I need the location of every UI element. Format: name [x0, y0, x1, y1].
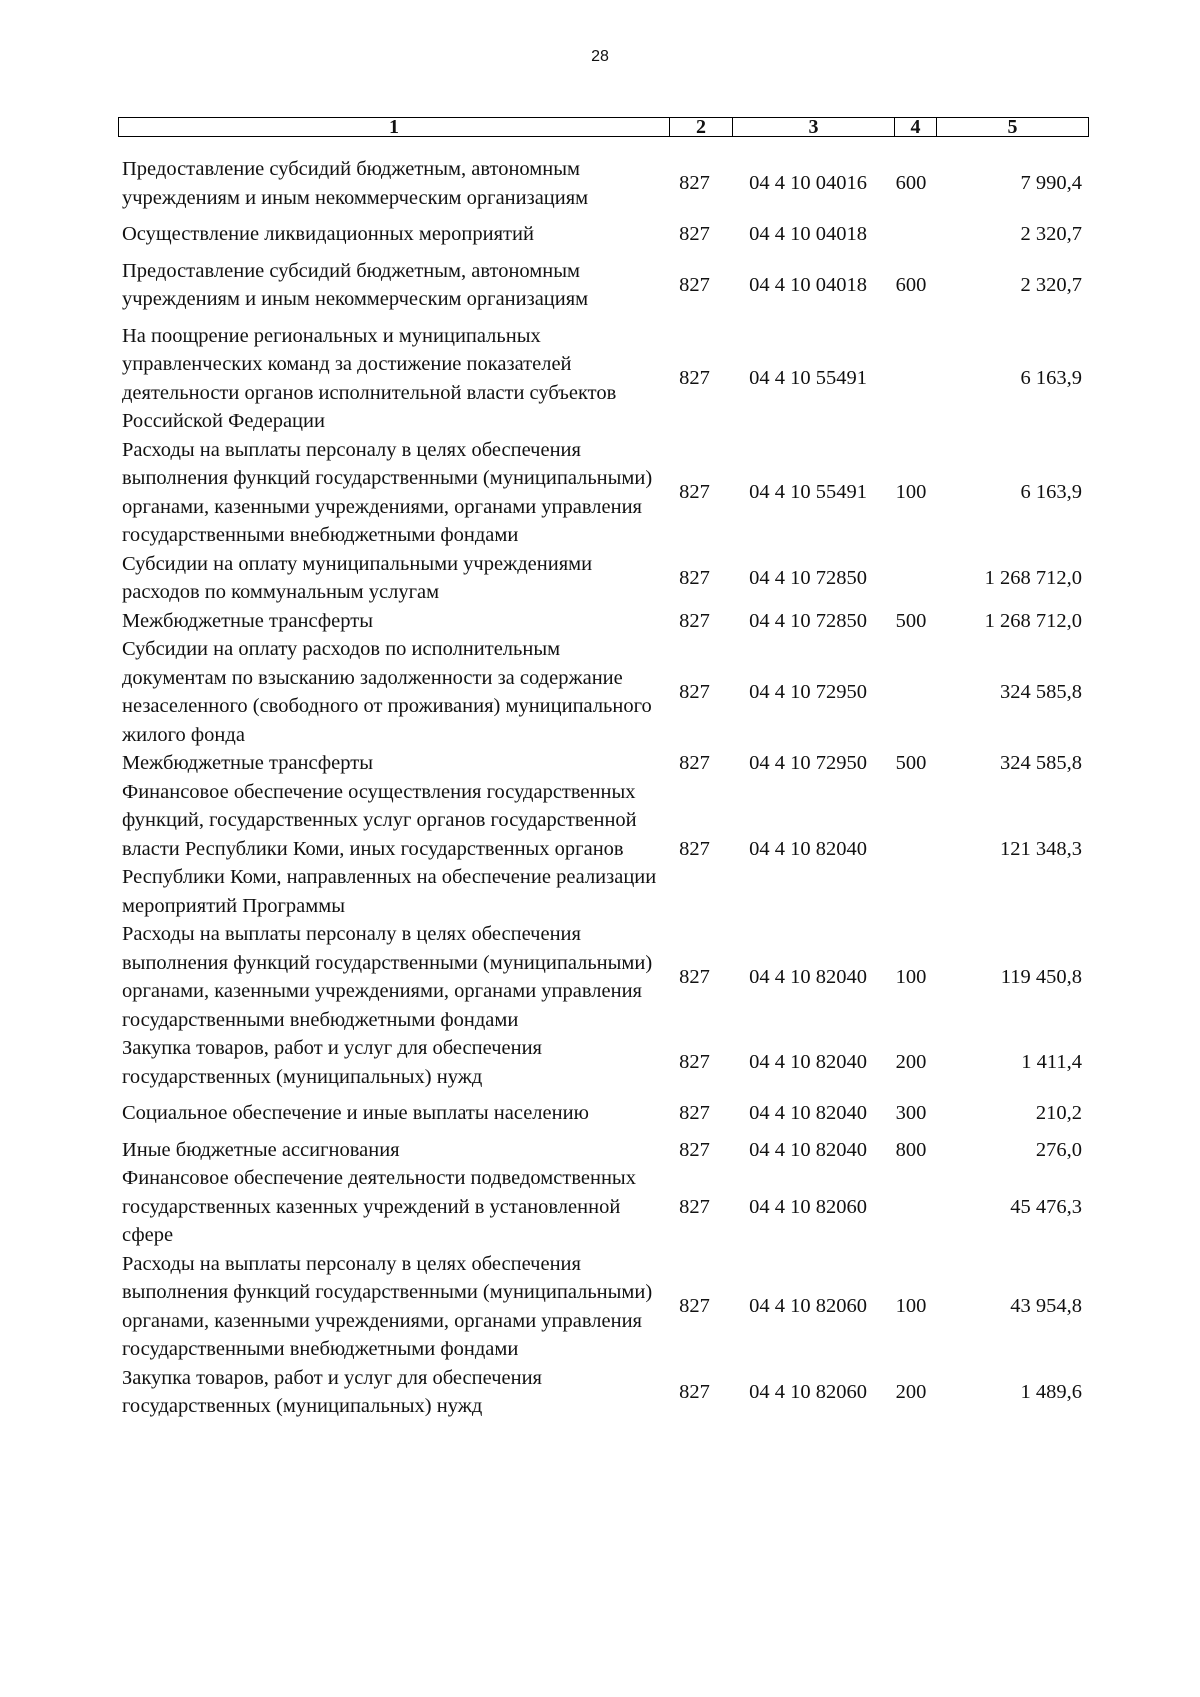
table-row	[118, 1099, 1088, 1128]
expense-type-code: 100	[895, 481, 927, 504]
expense-type-code: 200	[895, 1051, 927, 1074]
ministry-code: 827	[679, 752, 710, 774]
budget-table-body	[118, 155, 1088, 1421]
row-name: Межбюджетные трансферты	[122, 752, 373, 774]
row-name: Расходы на выплаты персоналу в целях обеспечения выполнения функций государственными (муниципальными) органами, казенными учреждениями, органами управления государственными внебюджетными фондами	[122, 438, 653, 546]
column-header-4: 4	[895, 118, 937, 137]
target-article-code: 04 4 10 72950	[749, 680, 867, 703]
row-name: Расходы на выплаты персоналу в целях обеспечения выполнения функций государственными (муниципальными) органами, казенными учреждениями, органами управления государственными внебюджетными фондами	[122, 923, 653, 1031]
row-name: Закупка товаров, работ и услуг для обеспечения государственных (муниципальных) нужд	[122, 1366, 542, 1417]
column-header-1: 1	[119, 118, 670, 137]
expense-type-code: 100	[895, 1295, 927, 1318]
row-name: Финансовое обеспечение деятельности подведомственных государственных казенных учреждений в установленной сфере	[122, 1167, 636, 1246]
expense-type-code: 100	[895, 965, 927, 988]
ministry-code: 827	[679, 223, 710, 245]
row-name: Предоставление субсидий бюджетным, автономным учреждениям и иным некоммерческим организациям	[122, 259, 589, 310]
expense-type-code: 600	[895, 172, 927, 195]
ministry-code: 827	[679, 609, 710, 632]
expense-type-code: 200	[895, 1380, 927, 1403]
table-row	[118, 220, 1088, 249]
table-row	[118, 550, 1088, 607]
page-number: 28	[591, 48, 609, 65]
amount: 2 320,7	[1020, 273, 1082, 296]
ministry-code: 827	[679, 273, 710, 296]
target-article-code: 04 4 10 82040	[749, 837, 867, 860]
amount: 1 268 712,0	[984, 609, 1082, 632]
amount: 2 320,7	[1020, 223, 1082, 245]
column-header-2: 2	[670, 118, 733, 137]
row-name: Межбюджетные трансферты	[122, 609, 373, 632]
table-row	[118, 607, 1088, 636]
expense-type-code: 800	[895, 1138, 927, 1161]
row-name: Предоставление субсидий бюджетным, автономным учреждениям и иным некоммерческим организациям	[122, 158, 589, 209]
row-spacer	[118, 314, 1088, 322]
expense-type-code: 600	[895, 273, 927, 296]
table-row	[118, 1250, 1088, 1364]
ministry-code: 827	[679, 680, 710, 703]
target-article-code: 04 4 10 04016	[749, 172, 867, 195]
ministry-code: 827	[679, 1380, 710, 1403]
amount: 121 348,3	[1000, 837, 1082, 860]
target-article-code: 04 4 10 04018	[749, 223, 867, 245]
ministry-code: 827	[679, 965, 710, 988]
target-article-code: 04 4 10 82040	[749, 1138, 867, 1161]
target-article-code: 04 4 10 82040	[749, 965, 867, 988]
row-name: На поощрение региональных и муниципальных управленческих команд за достижение показателей деятельности органов исполнительной власти субъектов Российской Федерации	[122, 324, 617, 432]
row-spacer	[118, 1128, 1088, 1136]
ministry-code: 827	[679, 1102, 710, 1124]
table-row	[118, 1364, 1088, 1421]
ministry-code: 827	[679, 367, 710, 390]
table-row	[118, 1034, 1088, 1091]
target-article-code: 04 4 10 82040	[749, 1051, 867, 1074]
amount: 324 585,8	[1000, 752, 1082, 774]
expense-type-code: 500	[895, 752, 927, 774]
amount: 43 954,8	[1010, 1295, 1082, 1318]
expense-type-code: 500	[895, 609, 927, 632]
table-row	[118, 1136, 1088, 1165]
amount: 7 990,4	[1020, 172, 1082, 195]
ministry-code: 827	[679, 481, 710, 504]
target-article-code: 04 4 10 04018	[749, 273, 867, 296]
ministry-code: 827	[679, 1138, 710, 1161]
amount: 324 585,8	[1000, 680, 1082, 703]
amount: 6 163,9	[1020, 367, 1082, 390]
table-row	[118, 257, 1088, 314]
row-name: Осуществление ликвидационных мероприятий	[122, 223, 534, 245]
target-article-code: 04 4 10 82060	[749, 1380, 867, 1403]
column-header-row	[119, 118, 1089, 137]
row-name: Расходы на выплаты персоналу в целях обеспечения выполнения функций государственными (муниципальными) органами, казенными учреждениями, органами управления государственными внебюджетными фондами	[122, 1252, 653, 1360]
row-spacer	[118, 212, 1088, 220]
column-header-3: 3	[733, 118, 895, 137]
amount: 1 489,6	[1020, 1380, 1082, 1403]
table-row	[118, 1164, 1088, 1250]
amount: 45 476,3	[1010, 1195, 1082, 1218]
row-name: Иные бюджетные ассигнования	[122, 1138, 400, 1161]
row-name: Закупка товаров, работ и услуг для обеспечения государственных (муниципальных) нужд	[122, 1037, 542, 1088]
row-name: Финансовое обеспечение осуществления государственных функций, государственных услуг органов государственной власти Республики Коми, иных государственных органов Республики Коми, направленных на обеспечение реализации мероприятий Программы	[122, 780, 657, 917]
amount: 1 411,4	[1021, 1051, 1082, 1074]
target-article-code: 04 4 10 82040	[749, 1102, 867, 1124]
amount: 276,0	[1035, 1138, 1082, 1161]
ministry-code: 827	[679, 1295, 710, 1318]
expense-type-code: 300	[895, 1102, 927, 1124]
target-article-code: 04 4 10 55491	[749, 367, 867, 390]
ministry-code: 827	[679, 172, 710, 195]
target-article-code: 04 4 10 72950	[749, 752, 867, 774]
target-article-code: 04 4 10 82060	[749, 1295, 867, 1318]
table-row	[118, 436, 1088, 550]
table-row	[118, 749, 1088, 778]
ministry-code: 827	[679, 837, 710, 860]
target-article-code: 04 4 10 55491	[749, 481, 867, 504]
target-article-code: 04 4 10 72850	[749, 609, 867, 632]
row-name: Субсидии на оплату муниципальными учреждениями расходов по коммунальным услугам	[122, 552, 593, 603]
table-row	[118, 155, 1088, 212]
amount: 1 268 712,0	[984, 566, 1082, 589]
table-row	[118, 920, 1088, 1034]
table-row	[118, 322, 1088, 436]
amount: 210,2	[1035, 1102, 1082, 1124]
table-row	[118, 778, 1088, 921]
table-row	[118, 635, 1088, 749]
ministry-code: 827	[679, 566, 710, 589]
row-spacer	[118, 1091, 1088, 1099]
row-spacer	[118, 249, 1088, 257]
target-article-code: 04 4 10 82060	[749, 1195, 867, 1218]
amount: 119 450,8	[1000, 965, 1082, 988]
row-name: Социальное обеспечение и иные выплаты населению	[122, 1102, 589, 1124]
column-header-table	[118, 117, 1089, 137]
amount: 6 163,9	[1020, 481, 1082, 504]
column-header-5: 5	[937, 118, 1089, 137]
ministry-code: 827	[679, 1051, 710, 1074]
row-name: Субсидии на оплату расходов по исполнительным документам по взысканию задолженности за содержание незаселенного (свободного от проживания) муниципального жилого фонда	[122, 638, 652, 746]
target-article-code: 04 4 10 72850	[749, 566, 867, 589]
ministry-code: 827	[679, 1195, 710, 1218]
